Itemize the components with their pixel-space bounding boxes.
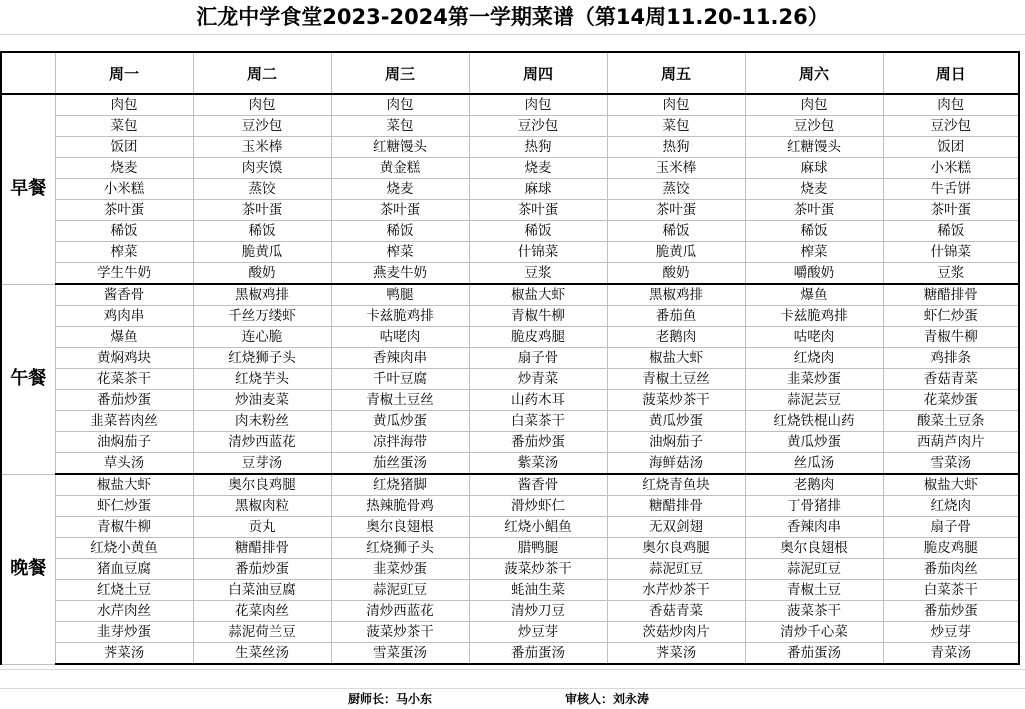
dish-cell: 番茄鱼 <box>607 306 745 327</box>
dish-cell: 香辣肉串 <box>745 517 883 538</box>
dish-cell: 鸡排条 <box>883 348 1019 369</box>
day-header: 周四 <box>469 52 607 94</box>
header-row <box>1 52 1019 94</box>
dish-cell: 茶叶蛋 <box>883 200 1019 221</box>
dish-cell: 酱香骨 <box>55 284 193 306</box>
dish-cell: 酱香骨 <box>469 474 607 496</box>
dish-cell: 肉末粉丝 <box>193 411 331 432</box>
dish-cell: 豆浆 <box>469 263 607 285</box>
dish-cell: 奥尔良翅根 <box>331 517 469 538</box>
dish-cell: 韭菜炒蛋 <box>745 369 883 390</box>
menu-row <box>1 432 1019 453</box>
day-header: 周五 <box>607 52 745 94</box>
dish-cell: 学生牛奶 <box>55 263 193 285</box>
dish-cell: 榨菜 <box>331 242 469 263</box>
dish-cell: 扇子骨 <box>883 517 1019 538</box>
dish-cell: 蒜泥芸豆 <box>745 390 883 411</box>
dish-cell: 清炒千心菜 <box>745 622 883 643</box>
menu-row <box>1 369 1019 390</box>
dish-cell: 滑炒虾仁 <box>469 496 607 517</box>
dish-cell: 肉包 <box>607 94 745 116</box>
dish-cell: 花菜炒蛋 <box>883 390 1019 411</box>
dish-cell: 油焖茄子 <box>55 432 193 453</box>
menu-row <box>1 622 1019 643</box>
dish-cell: 番茄炒蛋 <box>193 559 331 580</box>
dish-cell: 炒油麦菜 <box>193 390 331 411</box>
dish-cell: 肉包 <box>745 94 883 116</box>
day-header: 周三 <box>331 52 469 94</box>
dish-cell: 酸菜土豆条 <box>883 411 1019 432</box>
dish-cell: 茶叶蛋 <box>607 200 745 221</box>
menu-row <box>1 517 1019 538</box>
dish-cell: 菠菜茶干 <box>745 601 883 622</box>
dish-cell: 菜包 <box>607 116 745 137</box>
menu-row <box>1 137 1019 158</box>
dish-cell: 豆沙包 <box>469 116 607 137</box>
dish-cell: 饭团 <box>883 137 1019 158</box>
dish-cell: 蒸饺 <box>607 179 745 200</box>
dish-cell: 番茄蛋汤 <box>745 643 883 665</box>
sheet-gridline <box>0 688 1025 689</box>
day-header: 周日 <box>883 52 1019 94</box>
dish-cell: 玉米棒 <box>193 137 331 158</box>
dish-cell: 榨菜 <box>55 242 193 263</box>
dish-cell: 椒盐大虾 <box>469 284 607 306</box>
menu-row <box>1 411 1019 432</box>
dish-cell: 烧麦 <box>745 179 883 200</box>
dish-cell: 蒜泥豇豆 <box>331 580 469 601</box>
meal-label: 晚餐 <box>1 474 55 664</box>
dish-cell: 稀饭 <box>331 221 469 242</box>
dish-cell: 菠菜炒茶干 <box>331 622 469 643</box>
dish-cell: 青菜汤 <box>883 643 1019 665</box>
dish-cell: 番茄炒蛋 <box>883 601 1019 622</box>
dish-cell: 麻球 <box>745 158 883 179</box>
dish-cell: 奥尔良翅根 <box>745 538 883 559</box>
dish-cell: 生菜丝汤 <box>193 643 331 665</box>
dish-cell: 黄瓜炒蛋 <box>745 432 883 453</box>
dish-cell: 椒盐大虾 <box>607 348 745 369</box>
dish-cell: 菜包 <box>331 116 469 137</box>
dish-cell: 稀饭 <box>883 221 1019 242</box>
dish-cell: 椒盐大虾 <box>883 474 1019 496</box>
dish-cell: 青椒土豆丝 <box>331 390 469 411</box>
menu-row <box>1 94 1019 116</box>
menu-row <box>1 496 1019 517</box>
dish-cell: 青椒土豆丝 <box>607 369 745 390</box>
dish-cell: 茶叶蛋 <box>331 200 469 221</box>
dish-cell: 香菇青菜 <box>607 601 745 622</box>
menu-row <box>1 327 1019 348</box>
dish-cell: 水芹肉丝 <box>55 601 193 622</box>
dish-cell: 红烧肉 <box>883 496 1019 517</box>
dish-cell: 黑椒肉粒 <box>193 496 331 517</box>
day-header: 周二 <box>193 52 331 94</box>
dish-cell: 清炒西蓝花 <box>331 601 469 622</box>
dish-cell: 油焖茄子 <box>607 432 745 453</box>
dish-cell: 番茄炒蛋 <box>469 432 607 453</box>
dish-cell: 雪菜蛋汤 <box>331 643 469 665</box>
dish-cell: 稀饭 <box>193 221 331 242</box>
day-header: 周一 <box>55 52 193 94</box>
dish-cell: 燕麦牛奶 <box>331 263 469 285</box>
dish-cell: 花菜茶干 <box>55 369 193 390</box>
dish-cell: 水芹炒茶干 <box>607 580 745 601</box>
menu-row <box>1 242 1019 263</box>
dish-cell: 青椒土豆 <box>745 580 883 601</box>
chef-signature: 厨师长：马小东 <box>348 692 433 706</box>
menu-row <box>1 306 1019 327</box>
menu-row <box>1 601 1019 622</box>
dish-cell: 脆皮鸡腿 <box>469 327 607 348</box>
dish-cell: 热狗 <box>469 137 607 158</box>
dish-cell: 豆沙包 <box>745 116 883 137</box>
dish-cell: 肉包 <box>331 94 469 116</box>
dish-cell: 茨菇炒肉片 <box>607 622 745 643</box>
dish-cell: 红烧小黄鱼 <box>55 538 193 559</box>
dish-cell: 肉包 <box>55 94 193 116</box>
menu-row <box>1 538 1019 559</box>
dish-cell: 荠菜汤 <box>55 643 193 665</box>
dish-cell: 稀饭 <box>469 221 607 242</box>
dish-cell: 脆黄瓜 <box>607 242 745 263</box>
dish-cell: 红烧小鲳鱼 <box>469 517 607 538</box>
dish-cell: 什锦菜 <box>469 242 607 263</box>
dish-cell: 酸奶 <box>193 263 331 285</box>
sheet-gridline <box>0 34 1025 35</box>
menu-row <box>1 390 1019 411</box>
dish-cell: 炒青菜 <box>469 369 607 390</box>
dish-cell: 黄焖鸡块 <box>55 348 193 369</box>
dish-cell: 烧麦 <box>331 179 469 200</box>
dish-cell: 番茄蛋汤 <box>469 643 607 665</box>
dish-cell: 卡兹脆鸡排 <box>745 306 883 327</box>
dish-cell: 牛舌饼 <box>883 179 1019 200</box>
menu-row <box>1 580 1019 601</box>
dish-cell: 红烧狮子头 <box>331 538 469 559</box>
dish-cell: 黑椒鸡排 <box>193 284 331 306</box>
dish-cell: 豆芽汤 <box>193 453 331 475</box>
dish-cell: 青椒牛柳 <box>55 517 193 538</box>
dish-cell: 酸奶 <box>607 263 745 285</box>
menu-row <box>1 474 1019 496</box>
dish-cell: 无双剑翅 <box>607 517 745 538</box>
dish-cell: 香菇青菜 <box>883 369 1019 390</box>
dish-cell: 连心脆 <box>193 327 331 348</box>
dish-cell: 豆沙包 <box>883 116 1019 137</box>
dish-cell: 茶叶蛋 <box>469 200 607 221</box>
dish-cell: 千丝万缕虾 <box>193 306 331 327</box>
dish-cell: 嚼酸奶 <box>745 263 883 285</box>
dish-cell: 菠菜炒茶干 <box>607 390 745 411</box>
dish-cell: 肉包 <box>883 94 1019 116</box>
menu-row <box>1 348 1019 369</box>
dish-cell: 爆鱼 <box>55 327 193 348</box>
dish-cell: 紫菜汤 <box>469 453 607 475</box>
dish-cell: 什锦菜 <box>883 242 1019 263</box>
dish-cell: 老鹅肉 <box>745 474 883 496</box>
dish-cell: 脆黄瓜 <box>193 242 331 263</box>
dish-cell: 草头汤 <box>55 453 193 475</box>
dish-cell: 榨菜 <box>745 242 883 263</box>
dish-cell: 红烧青鱼块 <box>607 474 745 496</box>
menu-row <box>1 284 1019 306</box>
dish-cell: 丁骨猪排 <box>745 496 883 517</box>
dish-cell: 蒜泥荷兰豆 <box>193 622 331 643</box>
sheet-gridline <box>0 669 1025 670</box>
dish-cell: 鸡肉串 <box>55 306 193 327</box>
menu-row <box>1 263 1019 285</box>
dish-cell: 爆鱼 <box>745 284 883 306</box>
dish-cell: 奥尔良鸡腿 <box>193 474 331 496</box>
dish-cell: 咕咾肉 <box>331 327 469 348</box>
dish-cell: 青椒牛柳 <box>883 327 1019 348</box>
dish-cell: 扇子骨 <box>469 348 607 369</box>
dish-cell: 番茄肉丝 <box>883 559 1019 580</box>
dish-cell: 稀饭 <box>55 221 193 242</box>
dish-cell: 海鲜菇汤 <box>607 453 745 475</box>
dish-cell: 小米糕 <box>883 158 1019 179</box>
dish-cell: 小米糕 <box>55 179 193 200</box>
dish-cell: 茶叶蛋 <box>55 200 193 221</box>
dish-cell: 稀饭 <box>745 221 883 242</box>
dish-cell: 香辣肉串 <box>331 348 469 369</box>
dish-cell: 热狗 <box>607 137 745 158</box>
dish-cell: 白菜油豆腐 <box>193 580 331 601</box>
dish-cell: 红烧铁棍山药 <box>745 411 883 432</box>
dish-cell: 红烧狮子头 <box>193 348 331 369</box>
dish-cell: 红烧猪脚 <box>331 474 469 496</box>
dish-cell: 白菜茶干 <box>469 411 607 432</box>
dish-cell: 炒豆芽 <box>469 622 607 643</box>
dish-cell: 菠菜炒茶干 <box>469 559 607 580</box>
menu-row <box>1 221 1019 242</box>
dish-cell: 清炒西蓝花 <box>193 432 331 453</box>
dish-cell: 老鹅肉 <box>607 327 745 348</box>
dish-cell: 茶叶蛋 <box>193 200 331 221</box>
dish-cell: 韭菜苔肉丝 <box>55 411 193 432</box>
dish-cell: 猪血豆腐 <box>55 559 193 580</box>
menu-row <box>1 453 1019 475</box>
dish-cell: 蒜泥豇豆 <box>745 559 883 580</box>
menu-row <box>1 116 1019 137</box>
dish-cell: 贡丸 <box>193 517 331 538</box>
dish-cell: 咕咾肉 <box>745 327 883 348</box>
dish-cell: 茶叶蛋 <box>745 200 883 221</box>
dish-cell: 糖醋排骨 <box>607 496 745 517</box>
page-title: 汇龙中学食堂2023-2024第一学期菜谱（第14周11.20-11.26） <box>196 5 829 29</box>
dish-cell: 黑椒鸡排 <box>607 284 745 306</box>
dish-cell: 黄金糕 <box>331 158 469 179</box>
dish-cell: 烧麦 <box>55 158 193 179</box>
dish-cell: 荠菜汤 <box>607 643 745 665</box>
dish-cell: 肉夹馍 <box>193 158 331 179</box>
dish-cell: 红糖馒头 <box>331 137 469 158</box>
dish-cell: 蒜泥豇豆 <box>607 559 745 580</box>
dish-cell: 茄丝蛋汤 <box>331 453 469 475</box>
dish-cell: 脆皮鸡腿 <box>883 538 1019 559</box>
dish-cell: 糖醋排骨 <box>193 538 331 559</box>
menu-row <box>1 158 1019 179</box>
menu-row <box>1 643 1019 665</box>
dish-cell: 凉拌海带 <box>331 432 469 453</box>
dish-cell: 玉米棒 <box>607 158 745 179</box>
meal-label: 午餐 <box>1 284 55 474</box>
meal-label: 早餐 <box>1 94 55 284</box>
dish-cell: 奥尔良鸡腿 <box>607 538 745 559</box>
dish-cell: 蒸饺 <box>193 179 331 200</box>
dish-cell: 红烧芋头 <box>193 369 331 390</box>
dish-cell: 烧麦 <box>469 158 607 179</box>
dish-cell: 黄瓜炒蛋 <box>607 411 745 432</box>
dish-cell: 卡兹脆鸡排 <box>331 306 469 327</box>
dish-cell: 豆沙包 <box>193 116 331 137</box>
dish-cell: 红糖馒头 <box>745 137 883 158</box>
dish-cell: 红烧肉 <box>745 348 883 369</box>
dish-cell: 白菜茶干 <box>883 580 1019 601</box>
dish-cell: 花菜肉丝 <box>193 601 331 622</box>
dish-cell: 蚝油生菜 <box>469 580 607 601</box>
dish-cell: 虾仁炒蛋 <box>55 496 193 517</box>
dish-cell: 糖醋排骨 <box>883 284 1019 306</box>
menu-row <box>1 559 1019 580</box>
dish-cell: 鸭腿 <box>331 284 469 306</box>
dish-cell: 椒盐大虾 <box>55 474 193 496</box>
dish-cell: 雪菜汤 <box>883 453 1019 475</box>
dish-cell: 清炒刀豆 <box>469 601 607 622</box>
menu-row <box>1 200 1019 221</box>
dish-cell: 番茄炒蛋 <box>55 390 193 411</box>
dish-cell: 肉包 <box>193 94 331 116</box>
dish-cell: 肉包 <box>469 94 607 116</box>
reviewer-signature: 审核人：刘永涛 <box>565 692 650 706</box>
dish-cell: 山药木耳 <box>469 390 607 411</box>
corner-cell <box>1 52 55 94</box>
dish-cell: 炒豆芽 <box>883 622 1019 643</box>
dish-cell: 千叶豆腐 <box>331 369 469 390</box>
dish-cell: 稀饭 <box>607 221 745 242</box>
menu-body <box>1 94 1019 664</box>
dish-cell: 黄瓜炒蛋 <box>331 411 469 432</box>
dish-cell: 麻球 <box>469 179 607 200</box>
dish-cell: 饭团 <box>55 137 193 158</box>
dish-cell: 丝瓜汤 <box>745 453 883 475</box>
dish-cell: 虾仁炒蛋 <box>883 306 1019 327</box>
dish-cell: 豆浆 <box>883 263 1019 285</box>
dish-cell: 红烧土豆 <box>55 580 193 601</box>
day-header: 周六 <box>745 52 883 94</box>
menu-row <box>1 179 1019 200</box>
dish-cell: 热辣脆骨鸡 <box>331 496 469 517</box>
dish-cell: 菜包 <box>55 116 193 137</box>
dish-cell: 腊鸭腿 <box>469 538 607 559</box>
dish-cell: 青椒牛柳 <box>469 306 607 327</box>
menu-table <box>0 51 1020 665</box>
dish-cell: 韭菜炒蛋 <box>331 559 469 580</box>
dish-cell: 西葫芦肉片 <box>883 432 1019 453</box>
dish-cell: 韭芽炒蛋 <box>55 622 193 643</box>
